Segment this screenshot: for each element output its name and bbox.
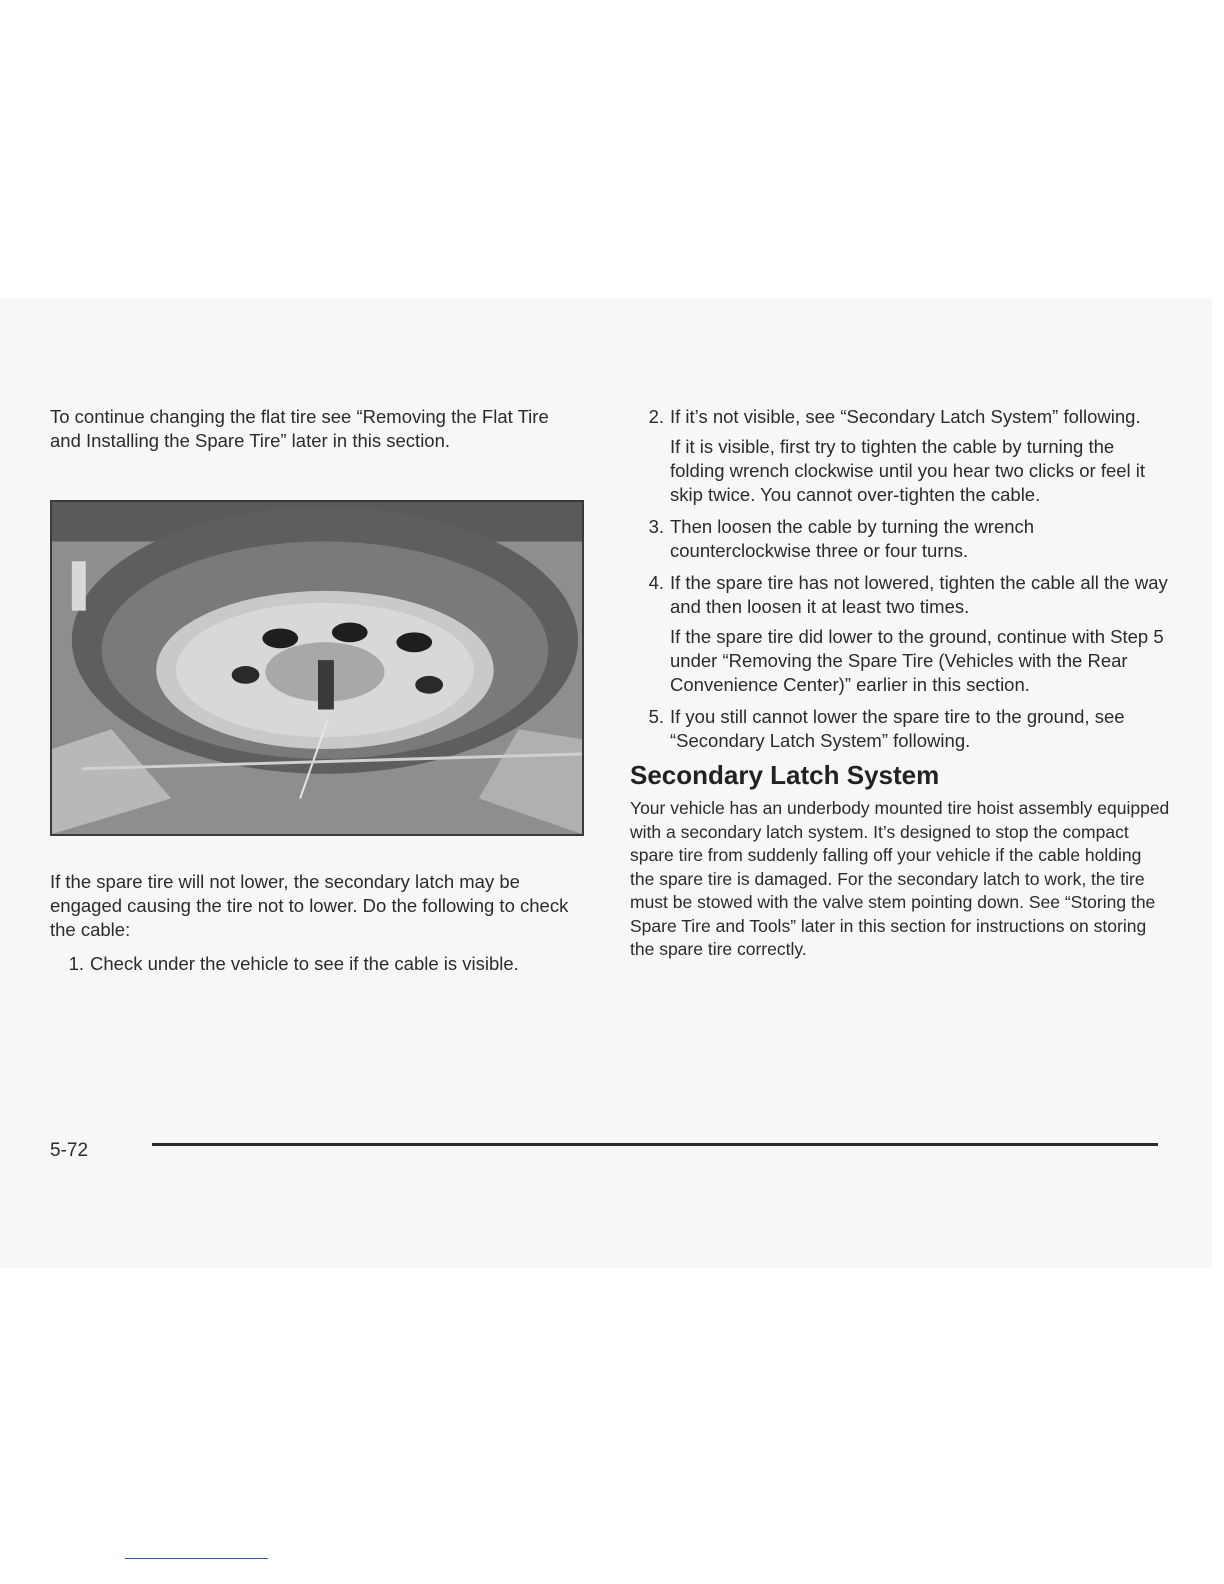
step-number: 2. xyxy=(648,406,664,427)
list-item-step-4 xyxy=(630,571,1170,619)
step-number: 4. xyxy=(648,572,664,593)
spare-tire-photo xyxy=(50,500,584,836)
step-text: Check under the vehicle to see if the cable is visible. xyxy=(90,953,519,974)
page-number: 5-72 xyxy=(50,1140,89,1161)
intro-paragraph: To continue changing the flat tire see “Removing the Flat Tire and Installing the Spare Tire” later in this section. xyxy=(50,406,549,451)
list-item-step-1 xyxy=(50,952,580,976)
footer-divider xyxy=(152,1143,1158,1146)
step-4-detail: If the spare tire did lower to the ground, continue with Step 5 under “Removing the Spare Tire (Vehicles with the Rear Convenience Center)” earlier in this section. xyxy=(670,626,1164,695)
step-text: Then loosen the cable by turning the wrench counterclockwise three or four turns. xyxy=(670,516,1035,561)
left-column-lower xyxy=(50,870,580,976)
step-text: If the spare tire has not lowered, tighten the cable all the way and then loosen it at least two times. xyxy=(670,572,1168,617)
bottom-link-underline xyxy=(125,1558,268,1559)
step-text: If you still cannot lower the spare tire to the ground, see “Secondary Latch System” following. xyxy=(670,706,1125,751)
step-text: If it’s not visible, see “Secondary Latch System” following. xyxy=(670,406,1141,427)
step-number: 3. xyxy=(648,516,664,537)
list-item-step-3 xyxy=(630,515,1170,563)
list-item-step-2 xyxy=(630,405,1170,429)
spare-tire-illustration xyxy=(52,502,582,834)
left-column xyxy=(50,405,580,453)
list-item-step-5 xyxy=(630,705,1170,753)
step-2-detail: If it is visible, first try to tighten the cable by turning the folding wrench clockwise until you hear two clicks or feel it skip twice. You cannot over-tighten the cable. xyxy=(670,436,1146,505)
right-column xyxy=(630,405,1170,962)
section-heading: Secondary Latch System xyxy=(630,760,940,790)
step-number: 1. xyxy=(68,953,84,974)
latch-engaged-paragraph: If the spare tire will not lower, the secondary latch may be engaged causing the tire not to lower. Do the following to check the cable: xyxy=(50,871,569,940)
step-number: 5. xyxy=(648,706,664,727)
secondary-latch-paragraph: Your vehicle has an underbody mounted tire hoist assembly equipped with a secondary latch system. It’s designed to stop the compact spare tire from suddenly falling off your vehicle if the cable holding the spare tire is damaged. For the secondary latch to work, the tire must be stowed with the valve stem pointing down. See “Storing the Spare Tire and Tools” later in this section for instructions on storing the spare tire correctly. xyxy=(630,798,1170,959)
